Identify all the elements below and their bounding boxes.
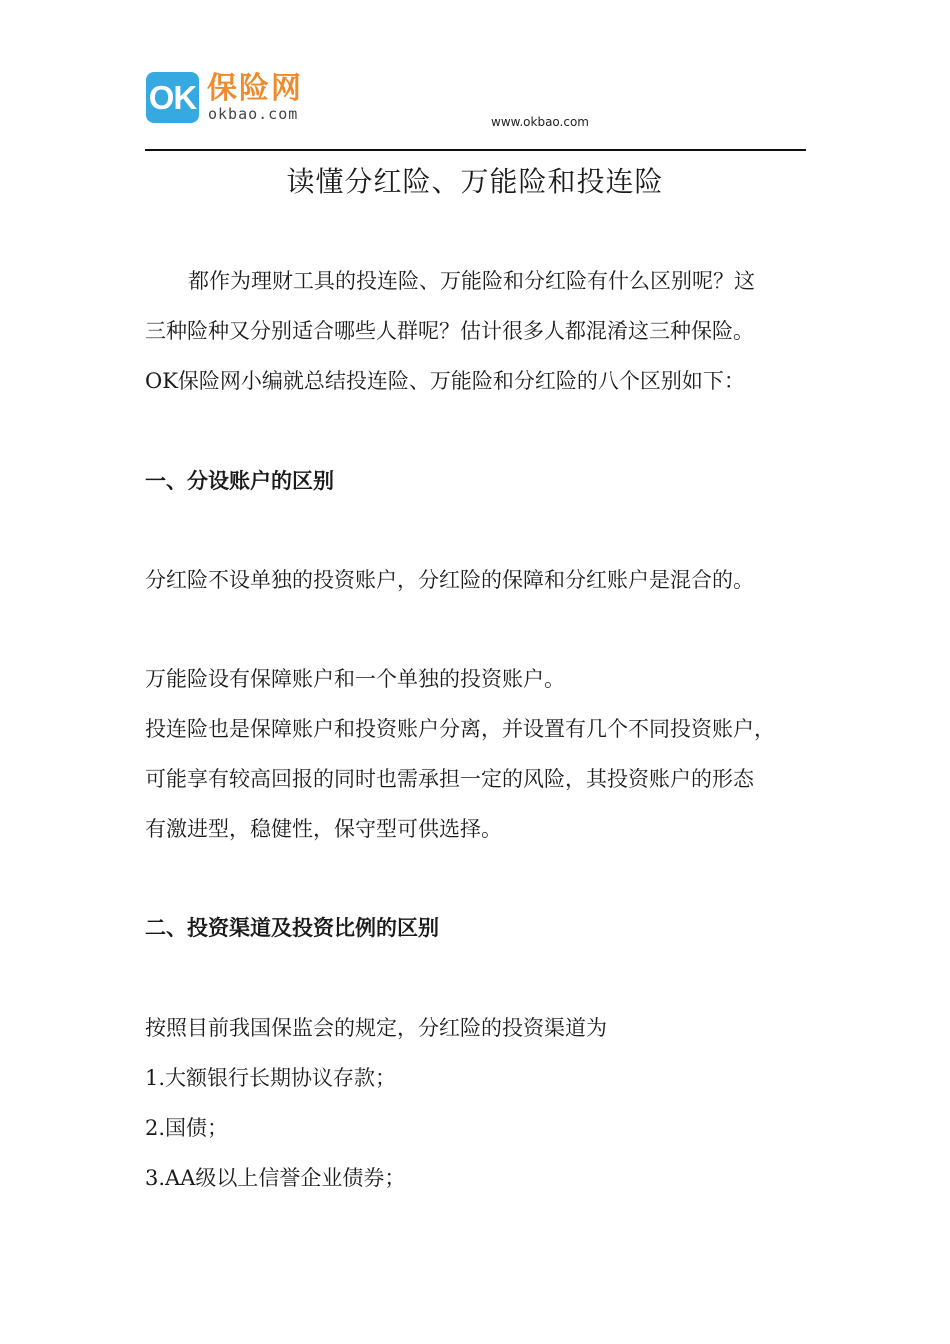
section-1-heading: 一、分设账户的区别 bbox=[145, 469, 334, 493]
section-1-paragraph-2: 万能险设有保障账户和一个单独的投资账户。 bbox=[145, 667, 565, 691]
section-2-list-item-1: 1.大额银行长期协议存款； bbox=[145, 1066, 397, 1090]
intro-line-3: OK保险网小编就总结投连险、万能险和分红险的八个区别如下： bbox=[145, 369, 745, 393]
section-2-list-item-2: 2.国债； bbox=[145, 1116, 229, 1140]
section-1-paragraph-3-line-1: 投连险也是保障账户和投资账户分离，并设置有几个不同投资账户， bbox=[145, 717, 775, 741]
okbao-logo bbox=[146, 72, 336, 124]
intro-line-2: 三种险种又分别适合哪些人群呢？估计很多人都混淆这三种保险。 bbox=[145, 319, 754, 343]
logo-chinese-name: 保险网 bbox=[207, 71, 303, 106]
logo-ok-badge: OK bbox=[146, 72, 199, 123]
section-2-heading: 二、投资渠道及投资比例的区别 bbox=[145, 916, 439, 940]
site-url: www.okbao.com bbox=[491, 115, 589, 129]
section-2-list-item-3: 3.AA级以上信誉企业债券； bbox=[145, 1166, 406, 1190]
document-title: 读懂分红险、万能险和投连险 bbox=[286, 165, 664, 198]
section-2-paragraph-1: 按照目前我国保监会的规定，分红险的投资渠道为 bbox=[145, 1016, 607, 1040]
section-1-paragraph-3-line-2: 可能享有较高回报的同时也需承担一定的风险，其投资账户的形态 bbox=[145, 767, 754, 791]
logo-domain: okbao.com bbox=[208, 105, 299, 123]
intro-line-1: 都作为理财工具的投连险、万能险和分红险有什么区别呢？这 bbox=[188, 269, 755, 293]
section-1-paragraph-3-line-3: 有激进型，稳健性，保守型可供选择。 bbox=[145, 817, 502, 841]
header-divider bbox=[145, 149, 806, 151]
section-1-paragraph-1: 分红险不设单独的投资账户，分红险的保障和分红账户是混合的。 bbox=[145, 568, 754, 592]
